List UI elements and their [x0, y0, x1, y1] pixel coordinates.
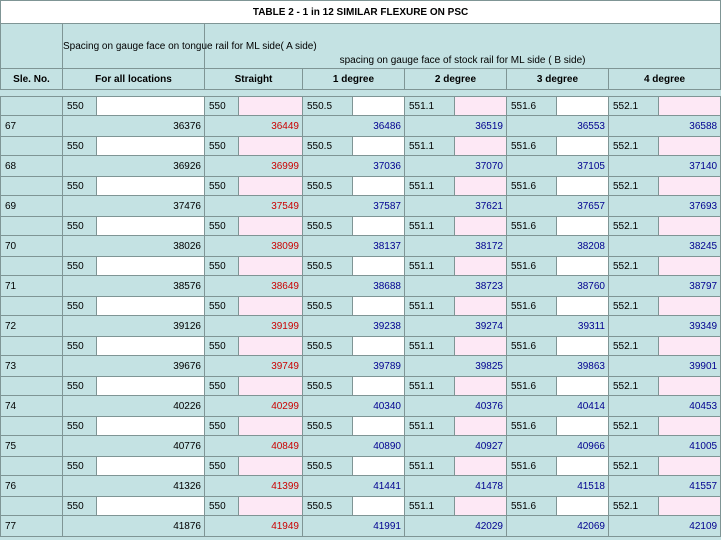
- value-3-degree: 40966: [507, 436, 609, 457]
- spacing-1-degree: 550.5: [303, 177, 353, 196]
- col-header-4-degree: 4 degree: [609, 69, 721, 90]
- empty-cell: [659, 217, 721, 236]
- sleeper-number: 74: [1, 396, 63, 417]
- value-2-degree: 37070: [405, 156, 507, 177]
- value-straight: 39749: [205, 356, 303, 377]
- spacing-straight: 550: [205, 497, 239, 516]
- empty-cell: [97, 137, 205, 156]
- spacing-1-degree: 550.5: [303, 297, 353, 316]
- spacing-straight: 550: [205, 257, 239, 276]
- empty-cell: [353, 217, 405, 236]
- spacing-2-degree: 551.1: [405, 137, 455, 156]
- empty-cell: [1, 137, 63, 156]
- spacing-1-degree: 550.5: [303, 377, 353, 396]
- table-row: [1, 316, 721, 337]
- header-blank-cell: [1, 24, 63, 69]
- spacing-straight: 550: [205, 337, 239, 356]
- value-all-locations: 38026: [63, 236, 205, 257]
- spacing-all: 550: [63, 297, 97, 316]
- spacing-3-degree: 551.6: [507, 297, 557, 316]
- value-1-degree: 36486: [303, 116, 405, 137]
- spacing-1-degree: 550.5: [303, 137, 353, 156]
- value-3-degree: 39863: [507, 356, 609, 377]
- empty-cell: [557, 177, 609, 196]
- value-1-degree: 37587: [303, 196, 405, 217]
- col-header-2-degree: 2 degree: [405, 69, 507, 90]
- value-4-degree: 38797: [609, 276, 721, 297]
- spacing-1-degree: 550.5: [303, 417, 353, 436]
- empty-cell: [1, 377, 63, 396]
- spacing-3-degree: 551.6: [507, 97, 557, 116]
- value-3-degree: 37105: [507, 156, 609, 177]
- spacing-2-degree: 551.1: [405, 417, 455, 436]
- value-1-degree: 39238: [303, 316, 405, 337]
- empty-cell: [239, 417, 303, 436]
- value-4-degree: 36588: [609, 116, 721, 137]
- value-all-locations: 39676: [63, 356, 205, 377]
- spacing-3-degree: 551.6: [507, 417, 557, 436]
- spacing-2-degree: 551.1: [405, 217, 455, 236]
- value-1-degree: 41991: [303, 516, 405, 537]
- empty-cell: [239, 177, 303, 196]
- spacing-3-degree: 551.6: [507, 177, 557, 196]
- empty-cell: [1, 337, 63, 356]
- empty-cell: [557, 457, 609, 476]
- value-2-degree: 36519: [405, 116, 507, 137]
- value-4-degree: 37693: [609, 196, 721, 217]
- empty-cell: [1, 497, 63, 516]
- table-row: [1, 236, 721, 257]
- empty-cell: [659, 497, 721, 516]
- spacing-row: [1, 417, 721, 436]
- empty-cell: [353, 417, 405, 436]
- empty-cell: [659, 457, 721, 476]
- spacing-4-degree: 552.1: [609, 497, 659, 516]
- value-1-degree: 37036: [303, 156, 405, 177]
- value-straight: 40299: [205, 396, 303, 417]
- spacing-3-degree: 551.6: [507, 497, 557, 516]
- col-header-all-locations: For all locations: [63, 69, 205, 90]
- value-all-locations: 36926: [63, 156, 205, 177]
- empty-cell: [239, 297, 303, 316]
- value-straight: 39199: [205, 316, 303, 337]
- value-4-degree: 42109: [609, 516, 721, 537]
- empty-cell: [353, 497, 405, 516]
- empty-cell: [659, 177, 721, 196]
- empty-cell: [557, 337, 609, 356]
- sleeper-number: 76: [1, 476, 63, 497]
- spacing-2-degree: 551.1: [405, 497, 455, 516]
- spacing-2-degree: 551.1: [405, 257, 455, 276]
- empty-cell: [1, 457, 63, 476]
- spacing-all: 550: [63, 97, 97, 116]
- value-2-degree: 40927: [405, 436, 507, 457]
- spacing-row: [1, 497, 721, 516]
- value-1-degree: 41441: [303, 476, 405, 497]
- header-gap: [1, 90, 721, 97]
- value-straight: 36999: [205, 156, 303, 177]
- empty-cell: [557, 417, 609, 436]
- value-straight: 37549: [205, 196, 303, 217]
- sleeper-number: 67: [1, 116, 63, 137]
- value-2-degree: 38172: [405, 236, 507, 257]
- spacing-4-degree: 552.1: [609, 377, 659, 396]
- empty-cell: [239, 497, 303, 516]
- empty-cell: [353, 137, 405, 156]
- empty-cell: [97, 97, 205, 116]
- empty-cell: [557, 217, 609, 236]
- value-1-degree: 38137: [303, 236, 405, 257]
- empty-cell: [659, 377, 721, 396]
- value-straight: 41399: [205, 476, 303, 497]
- empty-cell: [455, 217, 507, 236]
- empty-cell: [97, 497, 205, 516]
- value-1-degree: 39789: [303, 356, 405, 377]
- table-row: [1, 156, 721, 177]
- empty-cell: [455, 417, 507, 436]
- value-4-degree: 41557: [609, 476, 721, 497]
- spacing-2-degree: 551.1: [405, 457, 455, 476]
- spacing-straight: 550: [205, 137, 239, 156]
- spacing-4-degree: 552.1: [609, 457, 659, 476]
- empty-cell: [97, 457, 205, 476]
- tongue-rail-note: Spacing on gauge face on tongue rail for ML side( A side): [63, 24, 205, 69]
- sleeper-number: 69: [1, 196, 63, 217]
- value-4-degree: 39901: [609, 356, 721, 377]
- value-3-degree: 36553: [507, 116, 609, 137]
- empty-cell: [239, 377, 303, 396]
- value-2-degree: 37621: [405, 196, 507, 217]
- empty-cell: [455, 297, 507, 316]
- empty-cell: [455, 457, 507, 476]
- empty-cell: [455, 257, 507, 276]
- spacing-1-degree: 550.5: [303, 457, 353, 476]
- spacing-3-degree: 551.6: [507, 257, 557, 276]
- empty-cell: [97, 377, 205, 396]
- empty-cell: [353, 337, 405, 356]
- empty-cell: [97, 257, 205, 276]
- empty-cell: [1, 297, 63, 316]
- empty-cell: [557, 97, 609, 116]
- empty-cell: [239, 137, 303, 156]
- spacing-all: 550: [63, 417, 97, 436]
- value-straight: 38099: [205, 236, 303, 257]
- spacing-row: [1, 457, 721, 476]
- value-all-locations: 38576: [63, 276, 205, 297]
- spacing-1-degree: 550.5: [303, 97, 353, 116]
- spacing-4-degree: 552.1: [609, 257, 659, 276]
- empty-cell: [1, 177, 63, 196]
- spacing-2-degree: 551.1: [405, 297, 455, 316]
- empty-cell: [557, 297, 609, 316]
- spacing-3-degree: 551.6: [507, 217, 557, 236]
- empty-cell: [239, 217, 303, 236]
- spacing-4-degree: 552.1: [609, 137, 659, 156]
- spacing-4-degree: 552.1: [609, 177, 659, 196]
- empty-cell: [239, 457, 303, 476]
- empty-cell: [353, 457, 405, 476]
- value-3-degree: 39311: [507, 316, 609, 337]
- spacing-all: 550: [63, 217, 97, 236]
- spacing-4-degree: 552.1: [609, 337, 659, 356]
- empty-cell: [659, 297, 721, 316]
- empty-cell: [353, 297, 405, 316]
- empty-cell: [455, 177, 507, 196]
- spacing-all: 550: [63, 377, 97, 396]
- empty-cell: [557, 137, 609, 156]
- empty-cell: [97, 177, 205, 196]
- sleeper-number: 72: [1, 316, 63, 337]
- spacing-straight: 550: [205, 377, 239, 396]
- empty-cell: [455, 377, 507, 396]
- spacing-row: [1, 377, 721, 396]
- value-4-degree: 37140: [609, 156, 721, 177]
- sleeper-number: 75: [1, 436, 63, 457]
- value-all-locations: 40226: [63, 396, 205, 417]
- value-3-degree: 40414: [507, 396, 609, 417]
- spacing-row: [1, 217, 721, 236]
- empty-cell: [557, 497, 609, 516]
- spacing-all: 550: [63, 457, 97, 476]
- empty-cell: [455, 497, 507, 516]
- value-straight: 41949: [205, 516, 303, 537]
- value-3-degree: 37657: [507, 196, 609, 217]
- spacing-3-degree: 551.6: [507, 337, 557, 356]
- spacing-2-degree: 551.1: [405, 337, 455, 356]
- table-row: [1, 276, 721, 297]
- table-row: [1, 436, 721, 457]
- spacing-4-degree: 552.1: [609, 417, 659, 436]
- spacing-2-degree: 551.1: [405, 377, 455, 396]
- spacing-row: [1, 97, 721, 116]
- spacing-straight: 550: [205, 457, 239, 476]
- stock-rail-note: spacing on gauge face of stock rail for ML side ( B side): [205, 24, 721, 69]
- spacing-3-degree: 551.6: [507, 457, 557, 476]
- value-1-degree: 40890: [303, 436, 405, 457]
- value-straight: 36449: [205, 116, 303, 137]
- empty-cell: [1, 217, 63, 236]
- empty-cell: [455, 337, 507, 356]
- value-3-degree: 38208: [507, 236, 609, 257]
- value-2-degree: 39274: [405, 316, 507, 337]
- value-2-degree: 39825: [405, 356, 507, 377]
- spacing-2-degree: 551.1: [405, 97, 455, 116]
- table-row: [1, 396, 721, 417]
- value-4-degree: 41005: [609, 436, 721, 457]
- empty-cell: [239, 337, 303, 356]
- spacing-all: 550: [63, 497, 97, 516]
- sleeper-number: 70: [1, 236, 63, 257]
- empty-cell: [97, 217, 205, 236]
- empty-cell: [455, 137, 507, 156]
- col-header-3-degree: 3 degree: [507, 69, 609, 90]
- sleeper-number: 71: [1, 276, 63, 297]
- table-row: [1, 196, 721, 217]
- table-row: [1, 476, 721, 497]
- value-all-locations: 39126: [63, 316, 205, 337]
- empty-cell: [353, 97, 405, 116]
- col-header-sle-no: Sle. No.: [1, 69, 63, 90]
- spacing-1-degree: 550.5: [303, 257, 353, 276]
- value-3-degree: 42069: [507, 516, 609, 537]
- empty-cell: [1, 97, 63, 116]
- value-2-degree: 42029: [405, 516, 507, 537]
- empty-cell: [97, 337, 205, 356]
- spacing-row: [1, 137, 721, 156]
- spacing-1-degree: 550.5: [303, 217, 353, 236]
- value-1-degree: 38688: [303, 276, 405, 297]
- value-4-degree: 40453: [609, 396, 721, 417]
- spacing-2-degree: 551.1: [405, 177, 455, 196]
- spacing-straight: 550: [205, 97, 239, 116]
- value-all-locations: 40776: [63, 436, 205, 457]
- empty-cell: [97, 297, 205, 316]
- value-2-degree: 41478: [405, 476, 507, 497]
- value-4-degree: 39349: [609, 316, 721, 337]
- spacing-1-degree: 550.5: [303, 497, 353, 516]
- value-straight: 40849: [205, 436, 303, 457]
- value-all-locations: 37476: [63, 196, 205, 217]
- spacing-row: [1, 297, 721, 316]
- sleeper-number: 73: [1, 356, 63, 377]
- value-all-locations: 41326: [63, 476, 205, 497]
- spacing-all: 550: [63, 257, 97, 276]
- empty-cell: [1, 417, 63, 436]
- table-title: TABLE 2 - 1 in 12 SIMILAR FLEXURE ON PSC: [1, 1, 721, 24]
- value-all-locations: 41876: [63, 516, 205, 537]
- empty-cell: [353, 377, 405, 396]
- value-3-degree: 38760: [507, 276, 609, 297]
- table-row: [1, 116, 721, 137]
- value-1-degree: 40340: [303, 396, 405, 417]
- spacing-row: [1, 257, 721, 276]
- empty-cell: [557, 377, 609, 396]
- empty-cell: [353, 257, 405, 276]
- empty-cell: [239, 97, 303, 116]
- value-2-degree: 38723: [405, 276, 507, 297]
- value-3-degree: 41518: [507, 476, 609, 497]
- spacing-4-degree: 552.1: [609, 97, 659, 116]
- spacing-straight: 550: [205, 417, 239, 436]
- spacing-3-degree: 551.6: [507, 377, 557, 396]
- spacing-straight: 550: [205, 177, 239, 196]
- col-header-1-degree: 1 degree: [303, 69, 405, 90]
- spacing-straight: 550: [205, 297, 239, 316]
- empty-cell: [455, 97, 507, 116]
- spacing-all: 550: [63, 337, 97, 356]
- value-2-degree: 40376: [405, 396, 507, 417]
- value-4-degree: 38245: [609, 236, 721, 257]
- spacing-all: 550: [63, 137, 97, 156]
- empty-cell: [97, 417, 205, 436]
- sleeper-number: 68: [1, 156, 63, 177]
- spacing-straight: 550: [205, 217, 239, 236]
- col-header-straight: Straight: [205, 69, 303, 90]
- spacing-4-degree: 552.1: [609, 217, 659, 236]
- spacing-row: [1, 177, 721, 196]
- spacing-1-degree: 550.5: [303, 337, 353, 356]
- empty-cell: [659, 337, 721, 356]
- spacing-3-degree: 551.6: [507, 137, 557, 156]
- table-row: [1, 516, 721, 537]
- empty-cell: [659, 137, 721, 156]
- empty-cell: [659, 257, 721, 276]
- empty-cell: [659, 417, 721, 436]
- empty-cell: [239, 257, 303, 276]
- sleeper-number: 77: [1, 516, 63, 537]
- spacing-4-degree: 552.1: [609, 297, 659, 316]
- value-straight: 38649: [205, 276, 303, 297]
- table-row: [1, 356, 721, 377]
- empty-cell: [659, 97, 721, 116]
- spacing-all: 550: [63, 177, 97, 196]
- value-all-locations: 36376: [63, 116, 205, 137]
- empty-cell: [557, 257, 609, 276]
- spacing-row: [1, 337, 721, 356]
- empty-cell: [1, 257, 63, 276]
- empty-cell: [353, 177, 405, 196]
